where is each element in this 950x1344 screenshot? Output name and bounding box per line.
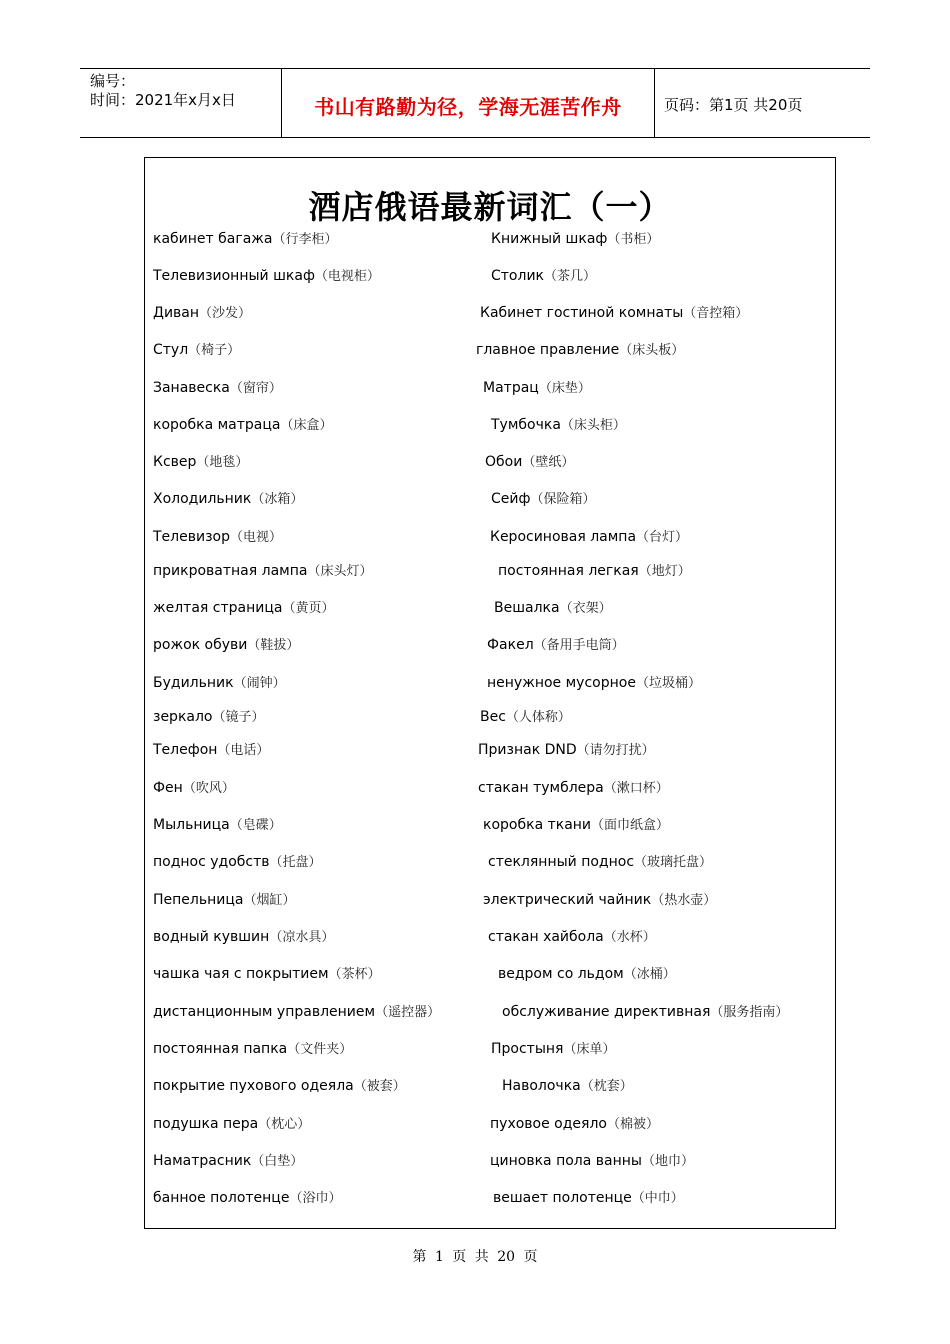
chinese-term: （保险箱） <box>530 492 596 507</box>
chinese-term: （枕套） <box>580 1079 633 1094</box>
vocab-left-entry <box>153 414 332 437</box>
vocab-right-entry <box>478 739 655 762</box>
vocab-left-entry <box>153 228 338 251</box>
chinese-term: （棉被） <box>606 1117 659 1132</box>
vocab-left-entry <box>153 1113 310 1136</box>
vocab-row <box>145 560 835 582</box>
vocab-row <box>145 1187 835 1209</box>
chinese-term: （文件夹） <box>287 1042 353 1057</box>
russian-term: желтая страница <box>153 600 283 616</box>
vocab-left-entry <box>153 1187 341 1210</box>
vocab-right-entry <box>490 1113 659 1136</box>
chinese-term: （镜子） <box>212 710 265 725</box>
vocab-row <box>145 228 835 250</box>
vocab-left-entry <box>153 1038 352 1061</box>
vocab-right-entry <box>493 1187 684 1210</box>
russian-term: Книжный шкаф <box>491 231 608 247</box>
vocab-right-entry <box>491 265 596 288</box>
russian-term: Матрац <box>483 380 539 396</box>
chinese-term: （床头柜） <box>560 418 626 433</box>
russian-term: Признак DND <box>478 742 577 758</box>
russian-term: чашка чая с покрытием <box>153 966 329 982</box>
vocab-right-entry <box>487 634 625 657</box>
chinese-term: （凉水具） <box>269 930 335 945</box>
vocab-right-entry <box>491 1038 615 1061</box>
chinese-term: （电视柜） <box>314 269 380 284</box>
vocab-row <box>145 889 835 911</box>
russian-term: Кабинет гостиной комнаты <box>480 305 684 321</box>
vocab-left-entry <box>153 597 334 620</box>
vocab-row <box>145 526 835 548</box>
vocab-left-entry <box>153 1075 406 1098</box>
russian-term: Сейф <box>491 491 531 507</box>
chinese-term: （床垫） <box>538 381 591 396</box>
vocab-row <box>145 265 835 287</box>
vocab-left-entry <box>153 634 299 657</box>
russian-term: стеклянный поднос <box>488 854 635 870</box>
chinese-term: （面巾纸盒） <box>591 818 670 833</box>
russian-term: водный кувшин <box>153 929 270 945</box>
vocab-left-entry <box>153 963 381 986</box>
russian-term: поднос удобств <box>153 854 270 870</box>
vocab-row <box>145 451 835 473</box>
chinese-term: （托盘） <box>269 855 322 870</box>
vocab-left-entry <box>153 926 334 949</box>
chinese-term: （玻璃托盘） <box>634 855 713 870</box>
chinese-term: （人体称） <box>505 710 571 725</box>
vocab-left-entry <box>153 451 248 474</box>
vocab-right-entry <box>491 228 659 251</box>
time-label: 时间：2021年x月x日 <box>90 91 236 109</box>
russian-term: Фен <box>153 780 183 796</box>
russian-term: Диван <box>153 305 200 321</box>
chinese-term: （床盒） <box>280 418 333 433</box>
vocab-row <box>145 1150 835 1172</box>
vocab-left-entry <box>153 1150 303 1173</box>
document-title: 酒店俄语最新词汇（一） <box>308 188 672 226</box>
russian-term: Наволочка <box>502 1078 581 1094</box>
vocab-left-entry <box>153 889 295 912</box>
russian-term: Факел <box>487 637 534 653</box>
vocab-row <box>145 1038 835 1060</box>
vocab-left-entry <box>153 560 372 583</box>
chinese-term: （垃圾桶） <box>635 676 701 691</box>
russian-term: постоянная легкая <box>498 563 639 579</box>
russian-term: вешает полотенце <box>493 1190 632 1206</box>
chinese-term: （热水壶） <box>651 893 717 908</box>
chinese-term: （白垫） <box>251 1154 304 1169</box>
russian-term: банное полотенце <box>153 1190 290 1206</box>
russian-term: обслуживание директивная <box>502 1004 711 1020</box>
chinese-term: （地灯） <box>638 564 691 579</box>
chinese-term: （请勿打扰） <box>576 743 655 758</box>
russian-term: стакан хайбола <box>488 929 604 945</box>
chinese-term: （鞋拔） <box>247 638 300 653</box>
vocab-left-entry <box>153 265 380 288</box>
vocab-row <box>145 414 835 436</box>
vocab-right-entry <box>485 451 574 474</box>
vocab-left-entry <box>153 739 269 762</box>
vocab-row <box>145 1075 835 1097</box>
russian-term: электрический чайник <box>483 892 652 908</box>
russian-term: Занавеска <box>153 380 230 396</box>
russian-term: ведром со льдом <box>498 966 624 982</box>
chinese-term: （地毯） <box>196 455 249 470</box>
vocab-right-entry <box>480 706 571 729</box>
vocab-right-entry <box>488 926 656 949</box>
chinese-term: （床单） <box>563 1042 616 1057</box>
russian-term: Стул <box>153 342 189 358</box>
vocab-right-entry <box>491 488 595 511</box>
chinese-term: （备用手电筒） <box>533 638 625 653</box>
vocab-right-entry <box>498 560 691 583</box>
number-label: 编号： <box>90 72 136 90</box>
page-footer: 第 1 页 共 20 页 <box>412 1249 538 1265</box>
vocab-left-entry <box>153 339 240 362</box>
russian-term: Пепельница <box>153 892 244 908</box>
russian-term: циновка пола ванны <box>490 1153 642 1169</box>
russian-term: Тумбочка <box>491 417 561 433</box>
chinese-term: （冰箱） <box>251 492 304 507</box>
vocab-row <box>145 739 835 761</box>
vocab-row <box>145 926 835 948</box>
russian-term: Ксвер <box>153 454 197 470</box>
russian-term: Вешалка <box>494 600 560 616</box>
russian-term: Керосиновая лампа <box>490 529 637 545</box>
vocab-row <box>145 706 835 728</box>
chinese-term: （皂碟） <box>229 818 282 833</box>
vocab-row <box>145 777 835 799</box>
russian-term: главное правление <box>476 342 620 358</box>
russian-term: Холодильник <box>153 491 252 507</box>
russian-term: дистанционным управлением <box>153 1004 376 1020</box>
vocab-right-entry <box>490 526 688 549</box>
chinese-term: （沙发） <box>199 306 252 321</box>
chinese-term: （中巾） <box>631 1191 684 1206</box>
russian-term: подушка пера <box>153 1116 259 1132</box>
vocab-left-entry <box>153 488 303 511</box>
vocab-row <box>145 634 835 656</box>
vocab-right-entry <box>483 814 669 837</box>
vocab-right-entry <box>491 414 626 437</box>
chinese-term: （闹钟） <box>233 676 286 691</box>
vocab-right-entry <box>494 597 612 620</box>
russian-term: Телевизор <box>153 529 230 545</box>
chinese-term: （音控箱） <box>683 306 749 321</box>
vocab-right-entry <box>480 302 748 325</box>
vocab-left-entry <box>153 777 235 800</box>
vocab-row <box>145 597 835 619</box>
russian-term: стакан тумблера <box>478 780 604 796</box>
vocab-left-entry <box>153 672 286 695</box>
chinese-term: （被套） <box>353 1079 406 1094</box>
chinese-term: （电视） <box>229 530 282 545</box>
chinese-term: （地巾） <box>641 1154 694 1169</box>
vocab-left-entry <box>153 377 282 400</box>
chinese-term: （壁纸） <box>522 455 575 470</box>
russian-term: Столик <box>491 268 544 284</box>
vocab-row <box>145 1001 835 1023</box>
chinese-term: （服务指南） <box>710 1005 789 1020</box>
russian-term: коробка матраца <box>153 417 281 433</box>
vocab-right-entry <box>483 377 591 400</box>
vocab-right-entry <box>483 889 716 912</box>
russian-term: Простыня <box>491 1041 564 1057</box>
chinese-term: （烟缸） <box>243 893 296 908</box>
chinese-term: （床头灯） <box>307 564 373 579</box>
chinese-term: （遥控器） <box>375 1005 441 1020</box>
chinese-term: （衣架） <box>559 601 612 616</box>
russian-term: Наматрасник <box>153 1153 252 1169</box>
chinese-term: （浴巾） <box>289 1191 342 1206</box>
russian-term: ненужное мусорное <box>487 675 636 691</box>
vocab-right-entry <box>478 777 669 800</box>
vocab-right-entry <box>488 851 712 874</box>
russian-term: кабинет багажа <box>153 231 273 247</box>
vocab-row <box>145 963 835 985</box>
chinese-term: （茶几） <box>544 269 597 284</box>
russian-term: прикроватная лампа <box>153 563 308 579</box>
chinese-term: （枕心） <box>258 1117 311 1132</box>
russian-term: Вес <box>480 709 506 725</box>
vocab-row <box>145 302 835 324</box>
chinese-term: （椅子） <box>188 343 241 358</box>
vocab-left-entry <box>153 302 251 325</box>
vocab-row <box>145 488 835 510</box>
russian-term: Мыльница <box>153 817 230 833</box>
vocab-row <box>145 672 835 694</box>
vocab-left-entry <box>153 814 282 837</box>
vocab-right-entry <box>498 963 676 986</box>
header-meta <box>90 72 236 110</box>
vocab-row <box>145 814 835 836</box>
russian-term: постоянная папка <box>153 1041 288 1057</box>
russian-term: Будильник <box>153 675 234 691</box>
russian-term: пуховое одеяло <box>490 1116 607 1132</box>
vocab-right-entry <box>490 1150 694 1173</box>
vocab-row <box>145 851 835 873</box>
chinese-term: （书柜） <box>607 232 660 247</box>
chinese-term: （窗帘） <box>229 381 282 396</box>
chinese-term: （漱口杯） <box>603 781 669 796</box>
chinese-term: （床头板） <box>619 343 685 358</box>
vocab-left-entry <box>153 1001 440 1024</box>
header-divider <box>654 69 655 137</box>
vocabulary-box <box>144 157 836 1229</box>
vocab-left-entry <box>153 851 322 874</box>
chinese-term: （电话） <box>217 743 270 758</box>
vocab-left-entry <box>153 526 282 549</box>
chinese-term: （行李柜） <box>272 232 338 247</box>
vocab-right-entry <box>487 672 701 695</box>
russian-term: Телевизионный шкаф <box>153 268 315 284</box>
vocab-row <box>145 377 835 399</box>
header-motto: 书山有路勤为径，学海无涯苦作舟 <box>314 95 622 119</box>
russian-term: рожок обуви <box>153 637 248 653</box>
russian-term: покрытие пухового одеяла <box>153 1078 354 1094</box>
vocab-right-entry <box>502 1075 633 1098</box>
chinese-term: （吹风） <box>182 781 235 796</box>
header-page-info: 页码：第1页 共20页 <box>664 96 803 114</box>
russian-term: зеркало <box>153 709 213 725</box>
chinese-term: （水杯） <box>603 930 656 945</box>
vocab-row <box>145 339 835 361</box>
russian-term: Телефон <box>153 742 218 758</box>
vocab-left-entry <box>153 706 265 729</box>
vocab-row <box>145 1113 835 1135</box>
chinese-term: （茶杯） <box>328 967 381 982</box>
chinese-term: （黄页） <box>282 601 335 616</box>
chinese-term: （冰桶） <box>623 967 676 982</box>
vocab-right-entry <box>476 339 684 362</box>
page-header <box>80 68 870 138</box>
chinese-term: （台灯） <box>636 530 689 545</box>
russian-term: Обои <box>485 454 523 470</box>
russian-term: коробка ткани <box>483 817 592 833</box>
vocab-right-entry <box>502 1001 788 1024</box>
